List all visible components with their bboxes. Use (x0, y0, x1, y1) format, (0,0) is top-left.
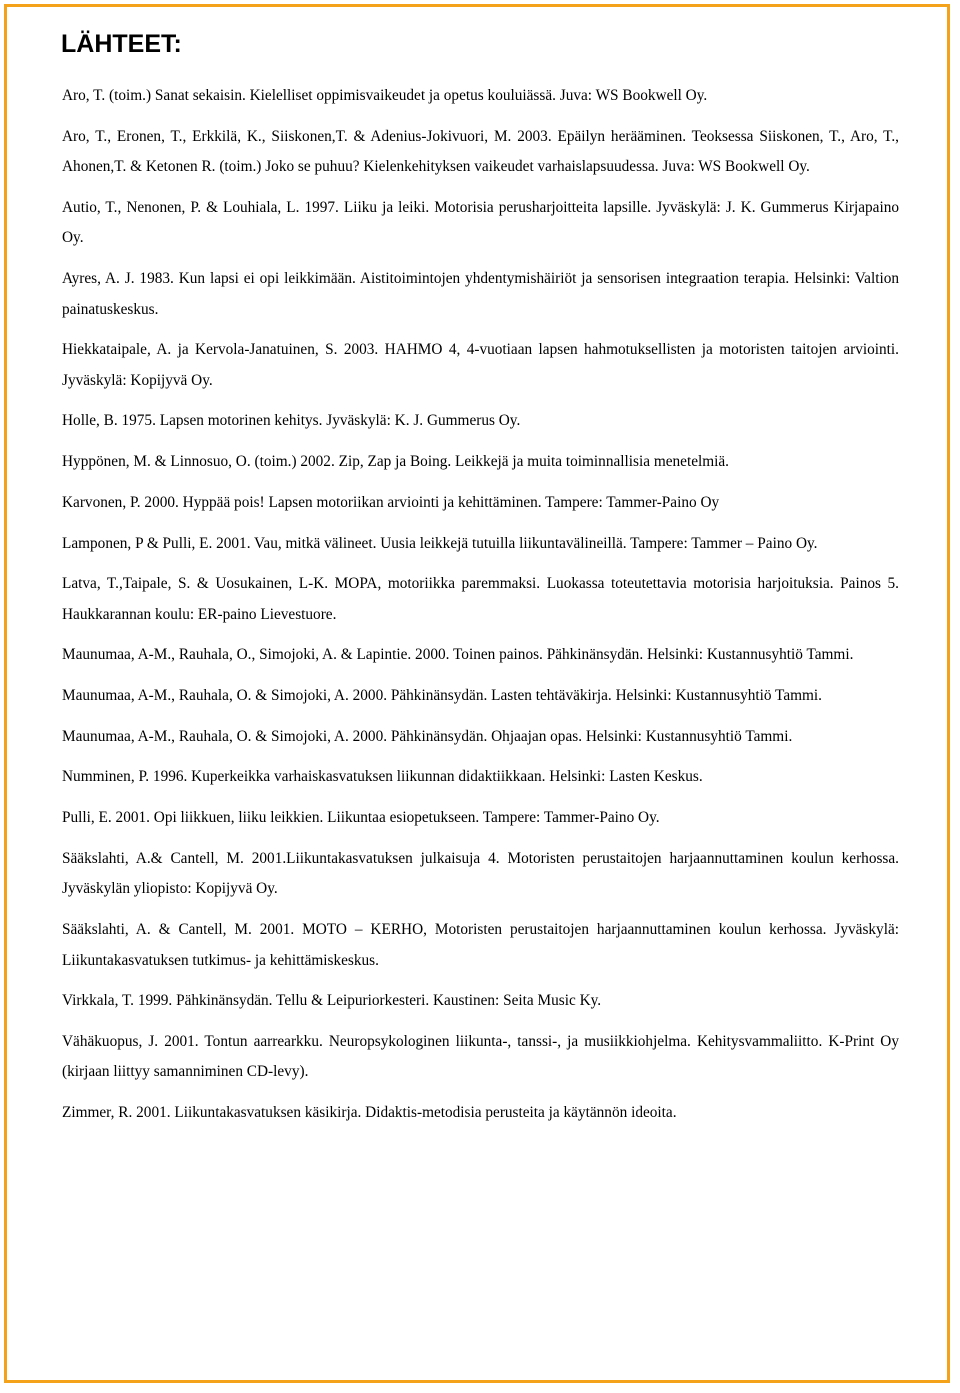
reference-item: Karvonen, P. 2000. Hyppää pois! Lapsen motoriikan arviointi ja kehittäminen. Tampere: Tammer-Paino Oy (62, 493, 720, 511)
reference-item: Virkkala, T. 1999. Pähkinänsydän. Tellu & Leipuriorkesteri. Kaustinen: Seita Music Ky. (62, 992, 602, 1010)
reference-list (62, 81, 899, 1139)
page-title: LÄHTEET: (61, 30, 182, 58)
reference-item: Hyppönen, M. & Linnosuo, O. (toim.) 2002. Zip, Zap ja Boing. Leikkejä ja muita toiminnallisia menetelmiä. (62, 453, 729, 471)
reference-item: Aro, T., Eronen, T., Erkkilä, K., Siiskonen,T. & Adenius-Jokivuori, M. 2003. Epäilyn herääminen. Teoksessa Siiskonen, T., Aro, T., Ahonen,T. & Ketonen R. (toim.) Joko se puhuu? Kielenkehityksen vaikeudet varhaislapsuudessa. Juva: WS Bookwell Oy. (62, 127, 899, 176)
reference-item: Ayres, A. J. 1983. Kun lapsi ei opi leikkimään. Aistitoimintojen yhdentymishäiriöt ja sensorisen integraation terapia. Helsinki: Valtion painatuskeskus. (62, 270, 899, 318)
reference-item: Pulli, E. 2001. Opi liikkuen, liiku leikkien. Liikuntaa esiopetukseen. Tampere: Tammer-Paino Oy. (62, 809, 660, 827)
reference-item: Maunumaa, A-M., Rauhala, O., Simojoki, A. & Lapintie. 2000. Toinen painos. Pähkinänsydän. Helsinki: Kustannusyhtiö Tammi. (62, 646, 854, 664)
reference-item: Maunumaa, A-M., Rauhala, O. & Simojoki, A. 2000. Pähkinänsydän. Lasten tehtäväkirja. Helsinki: Kustannusyhtiö Tammi. (62, 687, 822, 705)
reference-item: Vähäkuopus, J. 2001. Tontun aarrearkku. Neuropsykologinen liikunta-, tanssi-, ja musiikkiohjelma. Kehitysvammaliitto. K-Print Oy (kirjaan liittyy samanniminen CD-levy). (62, 1032, 899, 1081)
reference-item: Latva, T.,Taipale, S. & Uosukainen, L-K. MOPA, motoriikka paremmaksi. Luokassa toteutettavia motorisia harjoituksia. Painos 5. Haukkarannan koulu: ER-paino Lievestuore. (62, 575, 899, 623)
reference-item: Maunumaa, A-M., Rauhala, O. & Simojoki, A. 2000. Pähkinänsydän. Ohjaajan opas. Helsinki: Kustannusyhtiö Tammi. (62, 727, 793, 745)
reference-item: Sääkslahti, A.& Cantell, M. 2001.Liikuntakasvatuksen julkaisuja 4. Motoristen perustaitojen harjaannuttaminen koulun kerhossa. Jyväskylän yliopisto: Kopijyvä Oy. (62, 849, 899, 898)
reference-item: Hiekkataipale, A. ja Kervola-Janatuinen, S. 2003. HAHMO 4, 4-vuotiaan lapsen hahmotuksellisten ja motoristen taitojen arviointi. Jyväskylä: Kopijyvä Oy. (62, 341, 899, 389)
reference-item: Autio, T., Nenonen, P. & Louhiala, L. 1997. Liiku ja leiki. Motorisia perusharjoitteita lapsille. Jyväskylä: J. K. Gummerus Kirjapaino Oy. (62, 198, 899, 247)
reference-item: Aro, T. (toim.) Sanat sekaisin. Kielelliset oppimisvaikeudet ja opetus kouluiässä. Juva: WS Bookwell Oy. (62, 87, 708, 104)
reference-item: Numminen, P. 1996. Kuperkeikka varhaiskasvatuksen liikunnan didaktiikkaan. Helsinki: Lasten Keskus. (62, 768, 703, 786)
reference-item: Holle, B. 1975. Lapsen motorinen kehitys. Jyväskylä: K. J. Gummerus Oy. (62, 412, 521, 430)
reference-item: Zimmer, R. 2001. Liikuntakasvatuksen käsikirja. Didaktis-metodisia perusteita ja käytännön ideoita. (62, 1104, 677, 1122)
reference-item: Sääkslahti, A. & Cantell, M. 2001. MOTO – KERHO, Motoristen perustaitojen harjaannuttaminen koulun kerhossa. Jyväskylä: Liikuntakasvatuksen tutkimus- ja kehittämiskeskus. (62, 921, 899, 969)
reference-item: Lamponen, P & Pulli, E. 2001. Vau, mitkä välineet. Uusia leikkejä tutuilla liikuntavälineillä. Tampere: Tammer – Paino Oy. (62, 534, 818, 552)
